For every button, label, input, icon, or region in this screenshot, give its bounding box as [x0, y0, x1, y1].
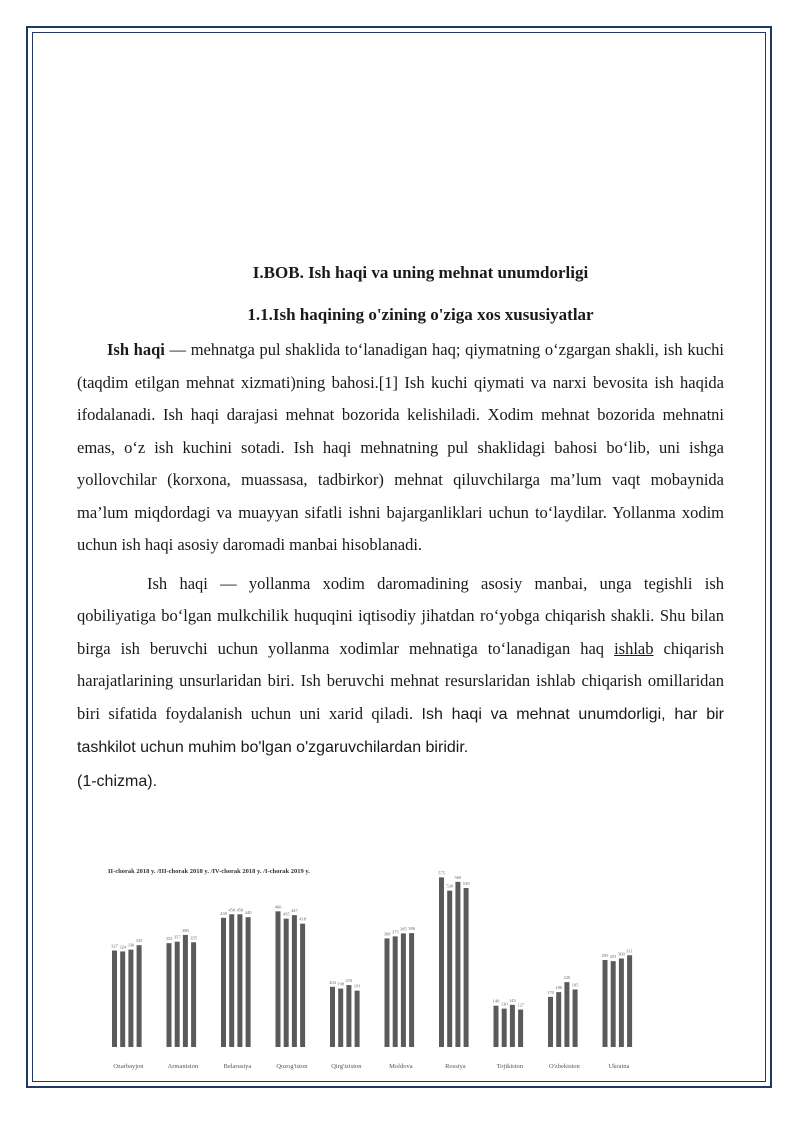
chart-data-label: 324	[119, 944, 127, 950]
chart-data-label: 291	[609, 954, 617, 960]
chart-bar	[603, 960, 608, 1047]
chart-bar	[191, 942, 196, 1047]
chart-bar	[464, 888, 469, 1047]
chart-data-label: 300	[618, 951, 625, 957]
chart-category-label: Armaniston	[167, 1063, 199, 1070]
chart-data-label: 143	[509, 997, 516, 1003]
chart-bar	[502, 1009, 507, 1047]
chart-bar	[611, 961, 616, 1047]
chart-data-label: 440	[244, 910, 252, 916]
chart-data-label: 435	[282, 911, 290, 917]
chart-bar	[120, 951, 125, 1047]
chart-bar	[510, 1005, 515, 1047]
chart-bar	[276, 911, 281, 1047]
chart-category-label: Ozarbayjon	[113, 1063, 144, 1070]
paragraph-2	[77, 568, 724, 799]
chart-data-label: 438	[220, 910, 227, 916]
paragraph-1	[77, 334, 724, 562]
chapter-title: I.BOB. Ish haqi va uning mehnat unumdorligi	[252, 263, 589, 282]
chart-data-label: 355	[190, 935, 197, 941]
chart-category-label: Tojikiston	[496, 1063, 524, 1070]
chart-bar	[137, 945, 142, 1047]
chart-bar	[627, 955, 632, 1047]
chart-bar	[346, 985, 351, 1047]
chart-bar	[494, 1006, 499, 1047]
chart-data-label: 195	[571, 982, 579, 988]
chart-data-label: 311	[626, 948, 633, 954]
chart-data-label: 375	[391, 929, 399, 935]
chart-bar	[355, 991, 360, 1047]
chart-data-label: 447	[291, 908, 298, 914]
chart-data-label: 460	[274, 904, 282, 910]
chart-data-label: 418	[299, 916, 306, 922]
chart-data-label: 127	[517, 1002, 524, 1008]
chart-data-label: 210	[345, 978, 353, 984]
chart-bar	[439, 877, 444, 1047]
chart-bar	[564, 982, 569, 1047]
chart-bar	[548, 997, 553, 1047]
chart-data-label: 220	[563, 975, 571, 981]
chart-bar	[221, 918, 226, 1047]
chart-data-label: 191	[353, 983, 361, 989]
wage-chart	[100, 862, 645, 1074]
chart-bar	[619, 959, 624, 1048]
chart-data-label: 186	[555, 985, 563, 991]
chart-category-label: Qozog'iston	[276, 1063, 308, 1070]
chart-data-label: 450	[228, 907, 236, 913]
chart-data-label: 345	[135, 938, 143, 944]
chart-data-label: 295	[601, 952, 609, 958]
chart-category-label: Ukraina	[608, 1063, 630, 1070]
chart-data-label: 330	[127, 942, 135, 948]
chart-bar	[246, 917, 251, 1047]
chart-data-label: 385	[400, 926, 407, 932]
chart-data-label: 130	[500, 1001, 508, 1007]
chart-data-label: 140	[492, 998, 500, 1004]
chart-data-label: 204	[329, 979, 336, 985]
chart-bar	[338, 989, 343, 1047]
chart-data-label: 560	[454, 874, 462, 880]
chart-data-label: 539	[462, 880, 470, 886]
section-title: 1.1.Ish haqining o'zining o'ziga xos xususiyatlar	[247, 305, 594, 324]
chart-category-label: Moldova	[389, 1063, 413, 1070]
figure-reference: (1-chizma).	[77, 772, 158, 790]
chart-bar	[447, 891, 452, 1047]
paragraph-2-part-b: chiqarish harajatlarining unsurlaridan biri. Ish beruvchi mehnat resurslaridan ishlab chiqarish omillaridan biri sifatida foydalanish uchun uni xarid qiladi.	[77, 638, 724, 723]
chart-data-label: 368	[383, 931, 391, 937]
term-ish-haqi: Ish haqi	[107, 340, 165, 359]
chart-data-label: 170	[547, 989, 554, 995]
chart-bar	[455, 882, 460, 1047]
chart-bar	[284, 919, 289, 1047]
chart-data-label: 386	[408, 926, 415, 932]
chart-data-label: 450	[236, 907, 244, 913]
chart-bar	[385, 938, 390, 1047]
chart-bar	[409, 933, 414, 1047]
chart-bar	[229, 914, 234, 1047]
chart-data-label: 530	[446, 883, 454, 889]
chart-bar	[112, 951, 117, 1047]
underlined-word: ishlab	[614, 638, 654, 658]
chart-bar	[292, 915, 297, 1047]
chart-data-label: 327	[111, 943, 118, 949]
chart-bar	[556, 992, 561, 1047]
chart-category-label: Qirg'iziston	[331, 1063, 362, 1070]
chart-data-label: 357	[173, 934, 181, 940]
chart-bar	[167, 943, 172, 1047]
paragraph-1-text: — mehnatga pul shaklida to‘lanadigan haq; qiymatning o‘zgargan shakli, ish kuchi (taqdim etilgan mehnat xizmati)ning bahosi.[1] Ish kuchi qiymati va narxi bevosita ish haqida ifodalanadi. Ish haqi darajasi mehnat bozorida kelishiladi. Xodim mehnat bozorida mehnatni emas, o‘z ish kuchini sotadi. Ish haqi mehnatning pul shaklidagi bahosi bo‘lib, uni ishga yollovchilar (korxona, muassasa, tadbirkor) mehnat qiluvchilarga ma’lum vaqt mobaynida ma’lum miqdordagi va muayyan sifatli ishni bajarganliklari uchun to‘laydilar. Yollanma xodim uchun ish haqi asosiy daromadi manbai hisoblanadi.	[77, 340, 724, 554]
chart-bar	[573, 989, 578, 1047]
chart-category-label: Belarusiya	[223, 1063, 252, 1070]
chart-category-label: Rossiya	[445, 1063, 466, 1070]
chart-bar	[330, 987, 335, 1047]
chart-bar	[401, 933, 406, 1047]
chart-data-label: 198	[337, 981, 345, 987]
chart-data-label: 575	[438, 870, 445, 876]
paragraph-2-part-a: Ish haqi — yollanma xodim daromadining asosiy manbai, unga tegishli ish qobiliyatiga bo‘lgan mulkchilik huquqini iqtisodiy jihatdan ro‘yobga chiqarish shakli. Shu bilan birga ish beruvchi uchun yollanma xodimlar mehnatiga to‘lanadigan haq	[77, 573, 724, 658]
chart-bar	[128, 950, 133, 1047]
chart-data-label: 352	[165, 936, 173, 942]
chart-bar	[183, 935, 188, 1047]
chart-bar	[175, 942, 180, 1047]
document-body	[77, 262, 724, 798]
chart-legend: II-chorak 2018 y. /III-chorak 2018 y. /IV-chorak 2018 y. /I-chorak 2019 y.	[108, 868, 310, 875]
chart-data-label: 380	[182, 927, 189, 933]
chart-bar	[237, 914, 242, 1047]
chart-category-label: O'zbekiston	[549, 1063, 580, 1070]
chart-bar	[300, 924, 305, 1047]
chart-bar	[518, 1010, 523, 1047]
chart-bar	[393, 936, 398, 1047]
paragraph-2-part-c: Ish haqi va mehnat unumdorligi, har bir tashkilot uchun muhim bo'lgan o'zgaruvchilardan biridir.	[77, 705, 724, 756]
